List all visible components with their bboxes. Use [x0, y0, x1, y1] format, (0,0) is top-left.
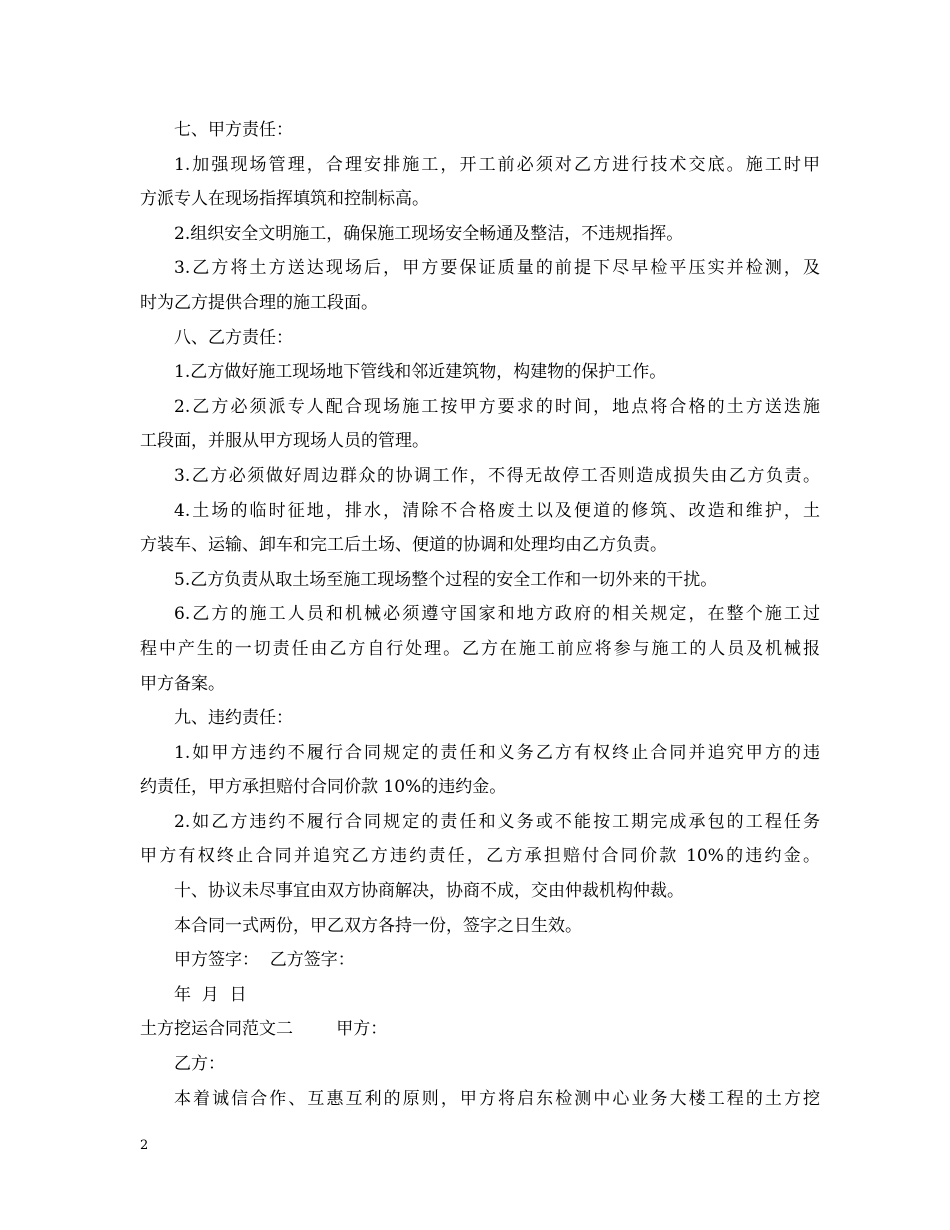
text-line: 5.乙方负责从取土场至施工现场整个过程的安全工作和一切外来的干扰。	[174, 569, 718, 590]
text-line: 乙方：	[174, 1054, 225, 1075]
text-line: 2.乙方必须派专人配合现场施工按甲方要求的时间，地点将合格的土方送迭施	[174, 396, 820, 417]
text-line: 程中产生的一切责任由乙方自行处理。乙方在施工前应将参与施工的人员及机械报	[140, 638, 820, 659]
text-line: 6.乙方的施工人员和机械必须遵守国家和地方政府的相关规定，在整个施工过	[174, 604, 820, 625]
text-line: 年 月 日	[174, 984, 247, 1005]
text-line: 本合同一式两份，甲乙双方各持一份，签字之日生效。	[174, 915, 582, 936]
page-number: 2	[140, 1138, 149, 1153]
text-line: 4.土场的临时征地，排水，清除不合格废土以及便道的修筑、改造和维护，土	[174, 500, 820, 521]
text-line: 2.如乙方违约不履行合同规定的责任和义务或不能按工期完成承包的工程任务	[174, 811, 820, 832]
text-line: 甲方签字： 乙方签字：	[174, 950, 355, 971]
text-line: 甲方备案。	[140, 673, 225, 694]
text-line: 方装车、运输、卸车和完工后土场、便道的协调和处理均由乙方负责。	[140, 535, 667, 556]
text-line: 时为乙方提供合理的施工段面。	[140, 292, 378, 313]
text-line: 工段面，并服从甲方现场人员的管理。	[140, 431, 429, 452]
document-body	[140, 113, 820, 1116]
text-line: 七、甲方责任：	[174, 120, 293, 140]
text-line: 八、乙方责任：	[174, 327, 293, 348]
text-line: 2.组织安全文明施工，确保施工现场安全畅通及整洁，不违规指挥。	[174, 223, 684, 244]
text-line: 本着诚信合作、互惠互利的原则，甲方将启东检测中心业务大楼工程的土方挖	[174, 1088, 820, 1109]
text-line: 约责任，甲方承担赔付合同价款 10%的违约金。	[140, 777, 507, 798]
text-line: 方派专人在现场指挥填筑和控制标高。	[140, 189, 429, 210]
text-line: 1.加强现场管理，合理安排施工，开工前必须对乙方进行技术交底。施工时甲	[174, 154, 820, 175]
text-line: 1.如甲方违约不履行合同规定的责任和义务乙方有权终止合同并追究甲方的违	[174, 742, 820, 763]
text-line: 九、违约责任：	[174, 708, 293, 729]
text-line: 1.乙方做好施工现场地下管线和邻近建筑物，构建物的保护工作。	[174, 362, 667, 383]
text-line: 甲方有权终止合同并追究乙方违约责任，乙方承担赔付合同价款 10%的违约金。	[140, 846, 820, 867]
text-line: 3.乙方将土方送达现场后，甲方要保证质量的前提下尽早检平压实并检测，及	[174, 258, 820, 279]
text-line: 3.乙方必须做好周边群众的协调工作，不得无故停工否则造成损失由乙方负责。	[174, 465, 820, 486]
text-line: 十、协议未尽事宜由双方协商解决，协商不成，交由仲裁机构仲裁。	[174, 881, 684, 902]
text-line: 土方挖运合同范文二 甲方：	[140, 1019, 388, 1040]
